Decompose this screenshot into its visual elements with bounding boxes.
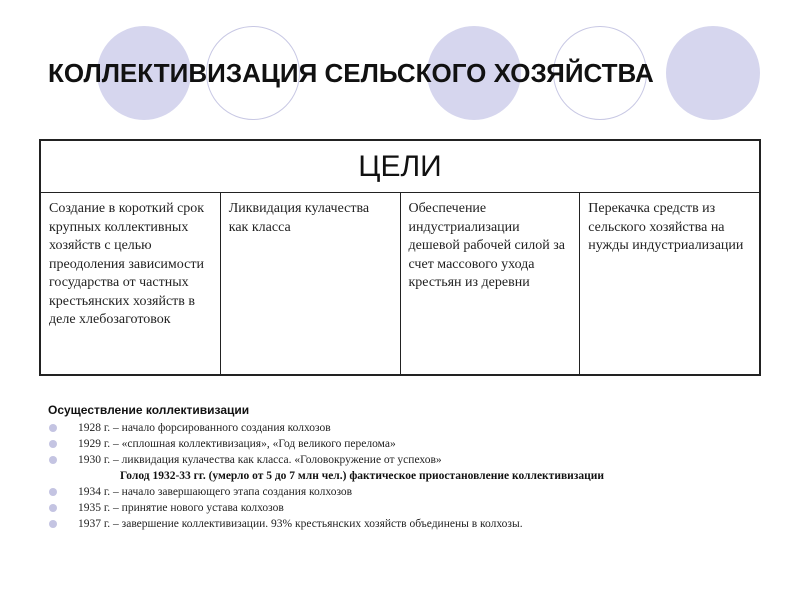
bullet-icon [49,520,57,528]
list-item [48,516,768,532]
list-item-text: 1928 г. – начало форсированного создания колхозов [78,422,331,434]
slide-title: КОЛЛЕКТИВИЗАЦИЯ СЕЛЬСКОГО ХОЗЯЙСТВА [48,58,654,88]
implementation-heading: Осуществление коллективизации [48,403,250,417]
goals-table-header: ЦЕЛИ [41,141,759,193]
famine-note: Голод 1932-33 гг. (умерло от 5 до 7 млн чел.) фактическое приостановление коллективизации [120,470,605,482]
goal-cell-1: Создание в короткий срок крупных коллективных хозяйств с целью преодоления зависимости государства от частных крестьянских хозяйств в деле хлебозаготовок [41,193,221,374]
list-item-text: 1935 г. – принятие нового устава колхозов [78,502,284,514]
list-item [48,420,768,436]
goal-cell-4: Перекачка средств из сельского хозяйства на нужды индустриализации [588,201,744,253]
implementation-section [48,403,768,532]
goal-cell-2: Ликвидация кулачества как класса [221,193,401,374]
implementation-list-continued [48,484,768,532]
list-item-text: 1937 г. – завершение коллективизации. 93% крестьянских хозяйств объединены в колхозы. [78,518,523,530]
goals-table [39,139,761,376]
bullet-icon [49,440,57,448]
list-item-text: 1930 г. – ликвидация кулачества как класса. «Головокружение от успехов» [78,454,442,466]
bullet-icon [49,456,57,464]
list-item-text: 1934 г. – начало завершающего этапа создания колхозов [78,486,353,498]
goals-table-row [41,193,759,374]
list-item [48,436,768,452]
list-item [48,484,768,500]
implementation-list [48,420,768,468]
bullet-icon [49,488,57,496]
decor-circle-5 [666,26,760,120]
list-item-text: 1929 г. – «сплошная коллективизация», «Год великого перелома» [78,438,396,450]
goal-cell-3: Обеспечение индустриализации дешевой рабочей силой за счет массового ухода крестьян из деревни [401,193,581,374]
bullet-icon [49,504,57,512]
list-item [48,452,768,468]
bullet-icon [49,424,57,432]
list-item [48,500,768,516]
